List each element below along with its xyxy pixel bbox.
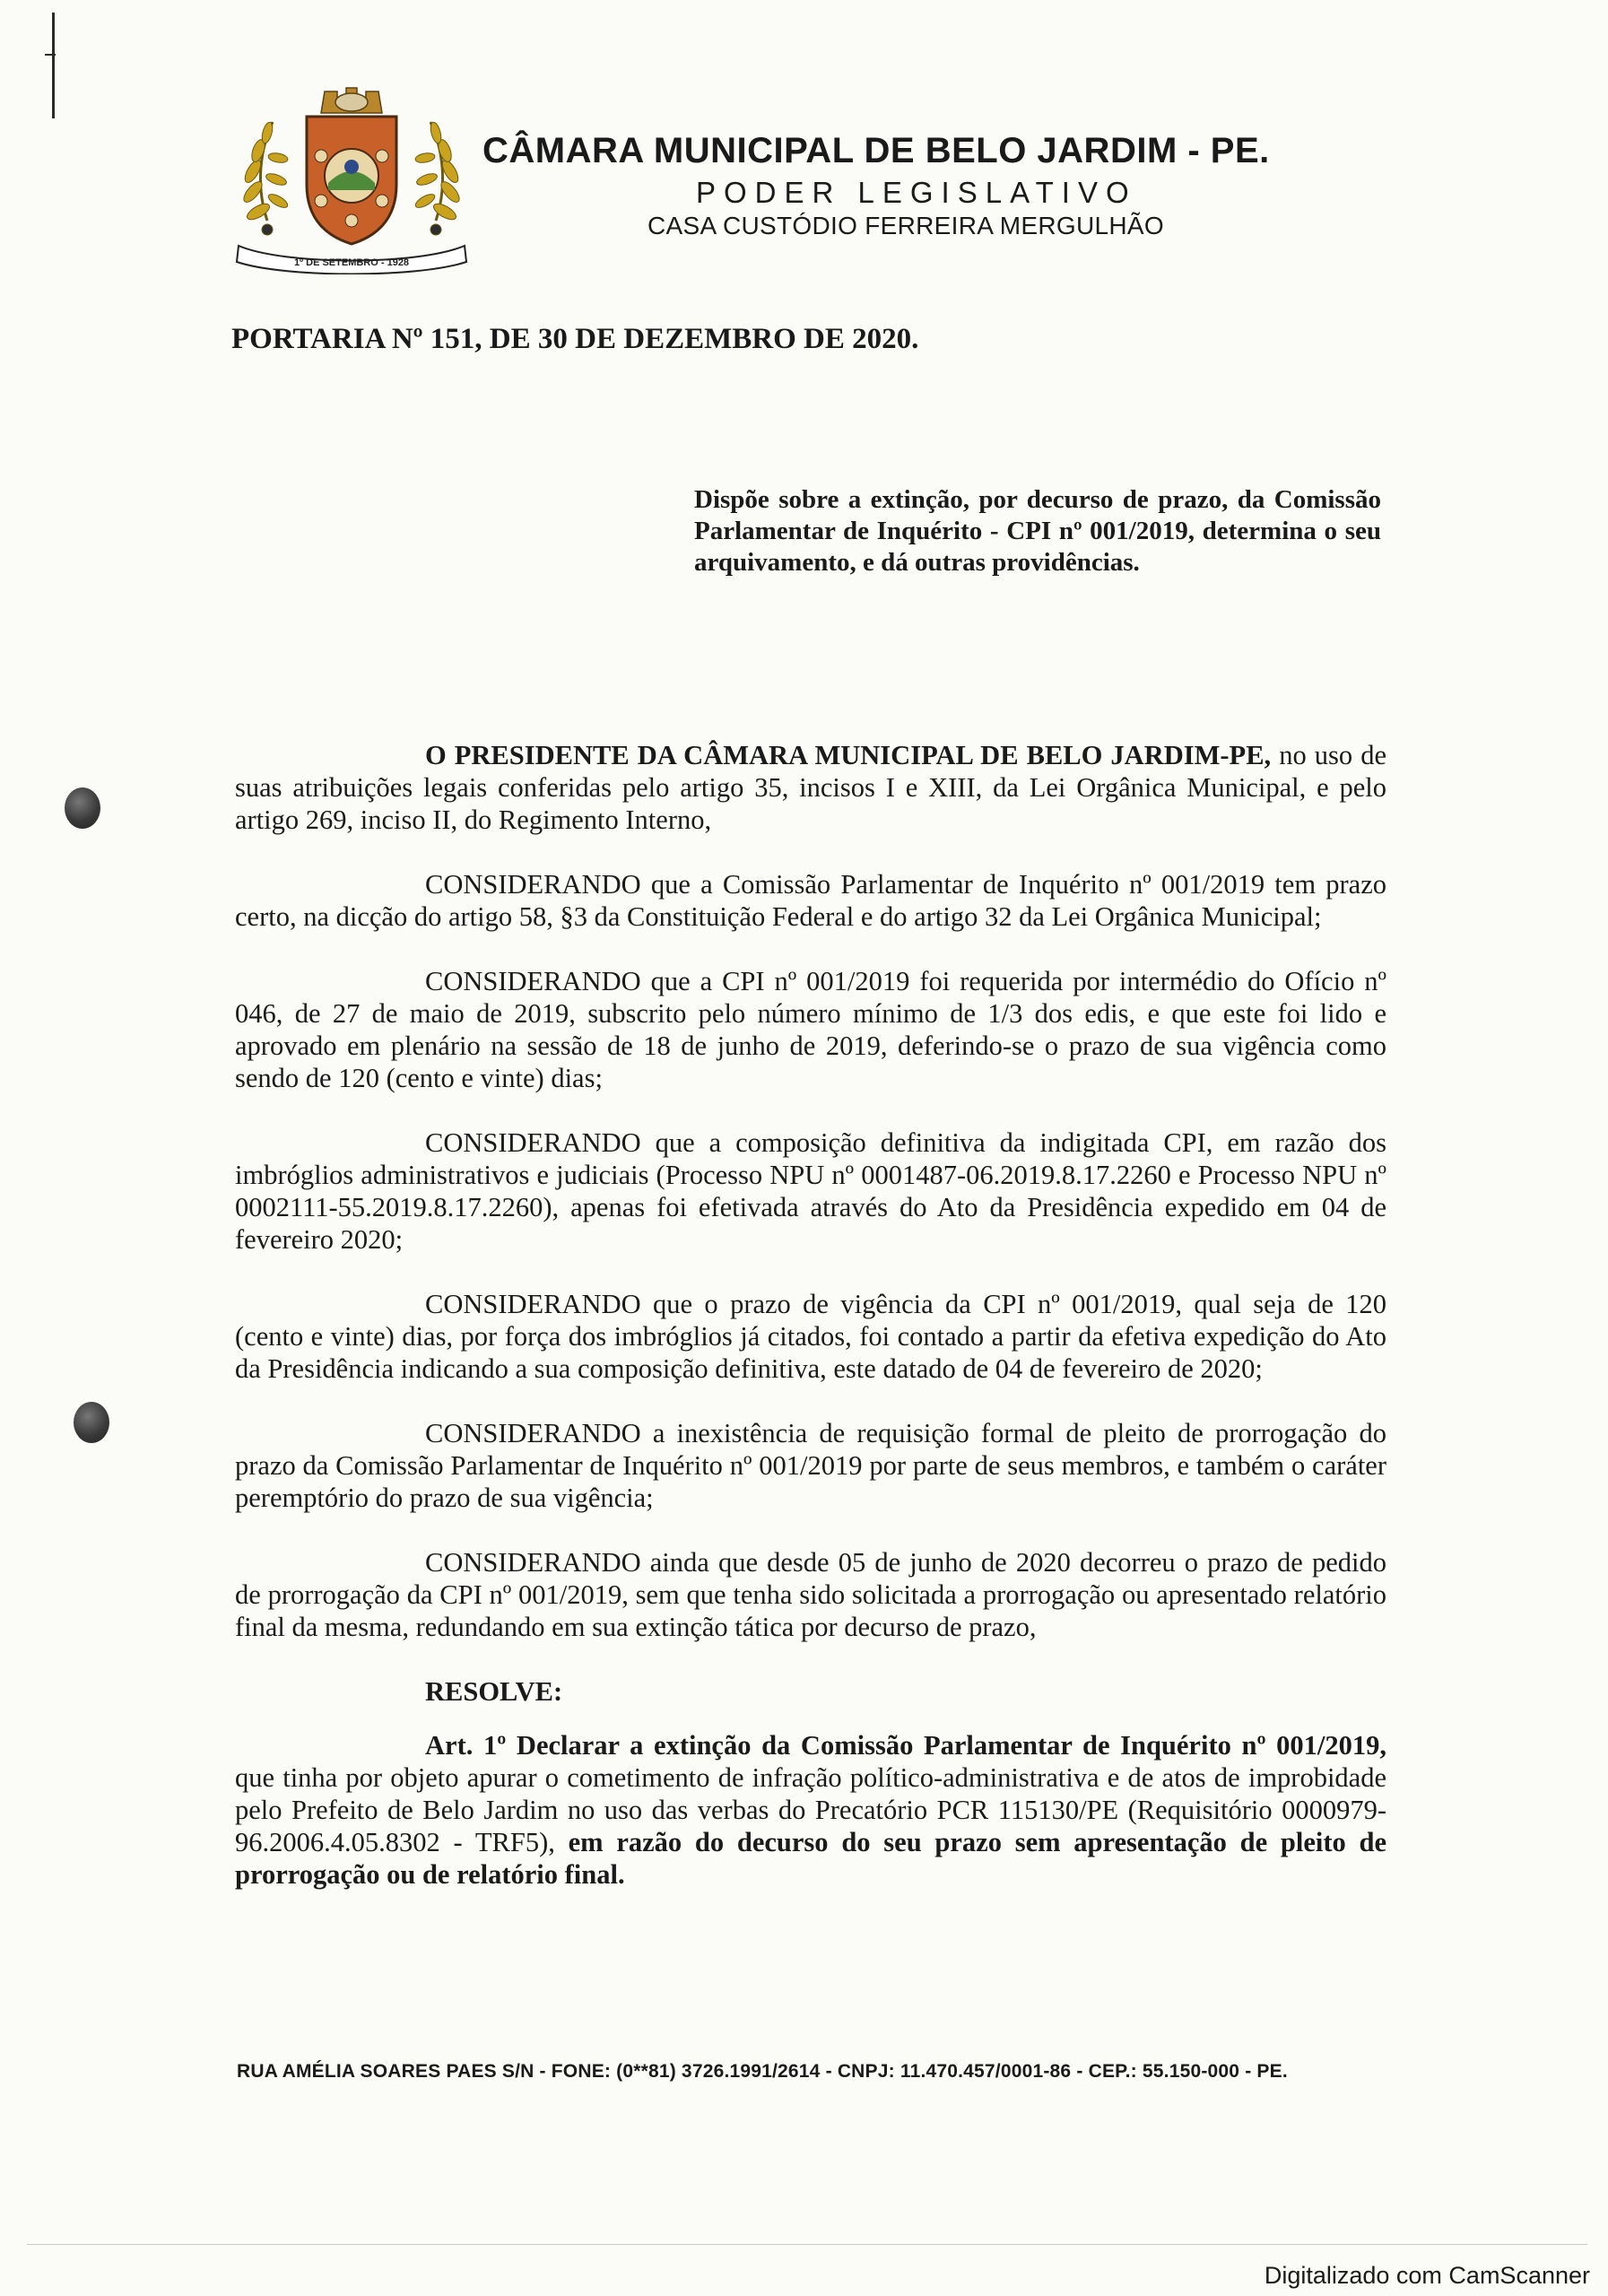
article-1-lead: Art. 1º Declarar a extinção da Comissão Parlamentar de Inquérito nº 001/2019, — [425, 1730, 1386, 1761]
page-bottom-rule — [27, 2244, 1587, 2245]
considerando-text: ainda que desde 05 de junho de 2020 decorreu o prazo de pedido de prorrogação da CPI nº 001/2019, sem que tenha sido solicitada a prorrogação ou apresentado relatório final da mesma, redundando em sua extinção tática por decurso de prazo, — [235, 1547, 1386, 1642]
punch-hole-bottom — [74, 1402, 109, 1443]
considerando-paragraph — [235, 1288, 1386, 1385]
opening-rest: no uso de suas atribuições legais conferidas pelo artigo 35, incisos I e XIII, da Lei Orgânica Municipal, e pelo artigo 269, inciso II, do Regimento Interno, — [235, 740, 1386, 835]
crown-icon — [321, 88, 382, 113]
article-1-end: em razão do decurso do seu prazo sem apresentação de pleito de prorrogação ou de relatório final. — [235, 1827, 1386, 1890]
considerando-lead: CONSIDERANDO — [425, 1418, 641, 1448]
considerando-lead: CONSIDERANDO — [425, 1547, 641, 1578]
margin-tick-mark — [45, 54, 56, 56]
considerando-text: a inexistência de requisição formal de pleito de prorrogação do prazo da Comissão Parlamentar de Inquérito nº 001/2019 por parte de seus membros, e também o caráter peremptório do prazo de sua vigência; — [235, 1418, 1386, 1513]
considerando-text: que a composição definitiva da indigitada CPI, em razão dos imbróglios administrativos e judiciais (Processo NPU nº 0001487-06.2019.8.17.2260 e Processo NPU nº 0002111-55.2019.8.17.2260), apenas foi efetivada através do Ato da Presidência expedido em 04 de fevereiro 2020; — [235, 1127, 1386, 1255]
considerando-paragraph — [235, 1126, 1386, 1256]
institution-name: CÂMARA MUNICIPAL DE BELO JARDIM - PE. — [482, 131, 1270, 170]
scanner-watermark: Digitalizado com CamScanner — [1264, 2262, 1590, 2289]
house-name: CASA CUSTÓDIO FERREIRA MERGULHÃO — [648, 212, 1164, 239]
article-1-paragraph — [235, 1729, 1386, 1891]
opening-lead: O PRESIDENTE DA CÂMARA MUNICIPAL DE BELO JARDIM-PE, — [425, 740, 1272, 770]
document-title: PORTARIA Nº 151, DE 30 DE DEZEMBRO DE 2020. — [231, 323, 919, 355]
considerando-lead: CONSIDERANDO — [425, 966, 641, 996]
considerando-lead: CONSIDERANDO — [425, 1289, 641, 1319]
ementa-summary: Dispõe sobre a extinção, por decurso de prazo, da Comissão Parlamentar de Inquérito - CPI nº 001/2019, determina o seu arquivamento, e dá outras providências. — [694, 485, 1381, 577]
margin-line-mark — [52, 13, 55, 118]
punch-hole-top — [65, 787, 100, 829]
coat-of-arms-logo — [231, 86, 472, 274]
considerando-paragraph — [235, 965, 1386, 1094]
considerando-paragraph — [235, 1546, 1386, 1643]
footer-address: RUA AMÉLIA SOARES PAES S/N - FONE: (0**81) 3726.1991/2614 - CNPJ: 11.470.457/0001-86 - CEP.: 55.150-000 - PE. — [237, 2061, 1288, 2082]
considerando-text: que o prazo de vigência da CPI nº 001/2019, qual seja de 120 (cento e vinte) dias, por força dos imbróglios já citados, foi contado a partir da efetiva expedição do Ato da Presidência indicando a sua composição definitiva, este datado de 04 de fevereiro de 2020; — [235, 1289, 1386, 1384]
right-laurel-icon — [413, 121, 462, 235]
left-laurel-icon — [240, 121, 289, 235]
opening-paragraph — [235, 739, 1386, 836]
branch-name: PODER LEGISLATIVO — [696, 176, 1137, 209]
considerando-text: que a CPI nº 001/2019 foi requerida por intermédio do Ofício nº 046, de 27 de maio de 2019, subscrito pelo número mínimo de 1/3 dos edis, e que este foi lido e aprovado em plenário na sessão de 18 de junho de 2019, deferindo-se o prazo de sua vigência como sendo de 120 (cento e vinte) dias; — [235, 966, 1386, 1093]
document-body — [235, 739, 1386, 1923]
considerando-text: que a Comissão Parlamentar de Inquérito nº 001/2019 tem prazo certo, na dicção do artigo 58, §3 da Constituição Federal e do artigo 32 da Lei Orgânica Municipal; — [235, 869, 1386, 932]
considerando-paragraph — [235, 868, 1386, 933]
considerando-lead: CONSIDERANDO — [425, 869, 641, 900]
resolve-heading — [235, 1675, 1386, 1708]
considerando-paragraph — [235, 1417, 1386, 1514]
article-1-middle: que tinha por objeto apurar o cometimento de infração político-administrativa e de atos de improbidade pelo Prefeito de Belo Jardim no uso das verbas do Precatório PCR 115130/PE (Requisitório 0000979-96.2006.4.05.8302 - TRF5), — [235, 1762, 1386, 1857]
considerando-lead: CONSIDERANDO — [425, 1127, 641, 1158]
crest-ribbon-text: 1º DE SETEMBRO - 1928 — [293, 257, 410, 268]
resolve-label: RESOLVE: — [425, 1676, 563, 1707]
